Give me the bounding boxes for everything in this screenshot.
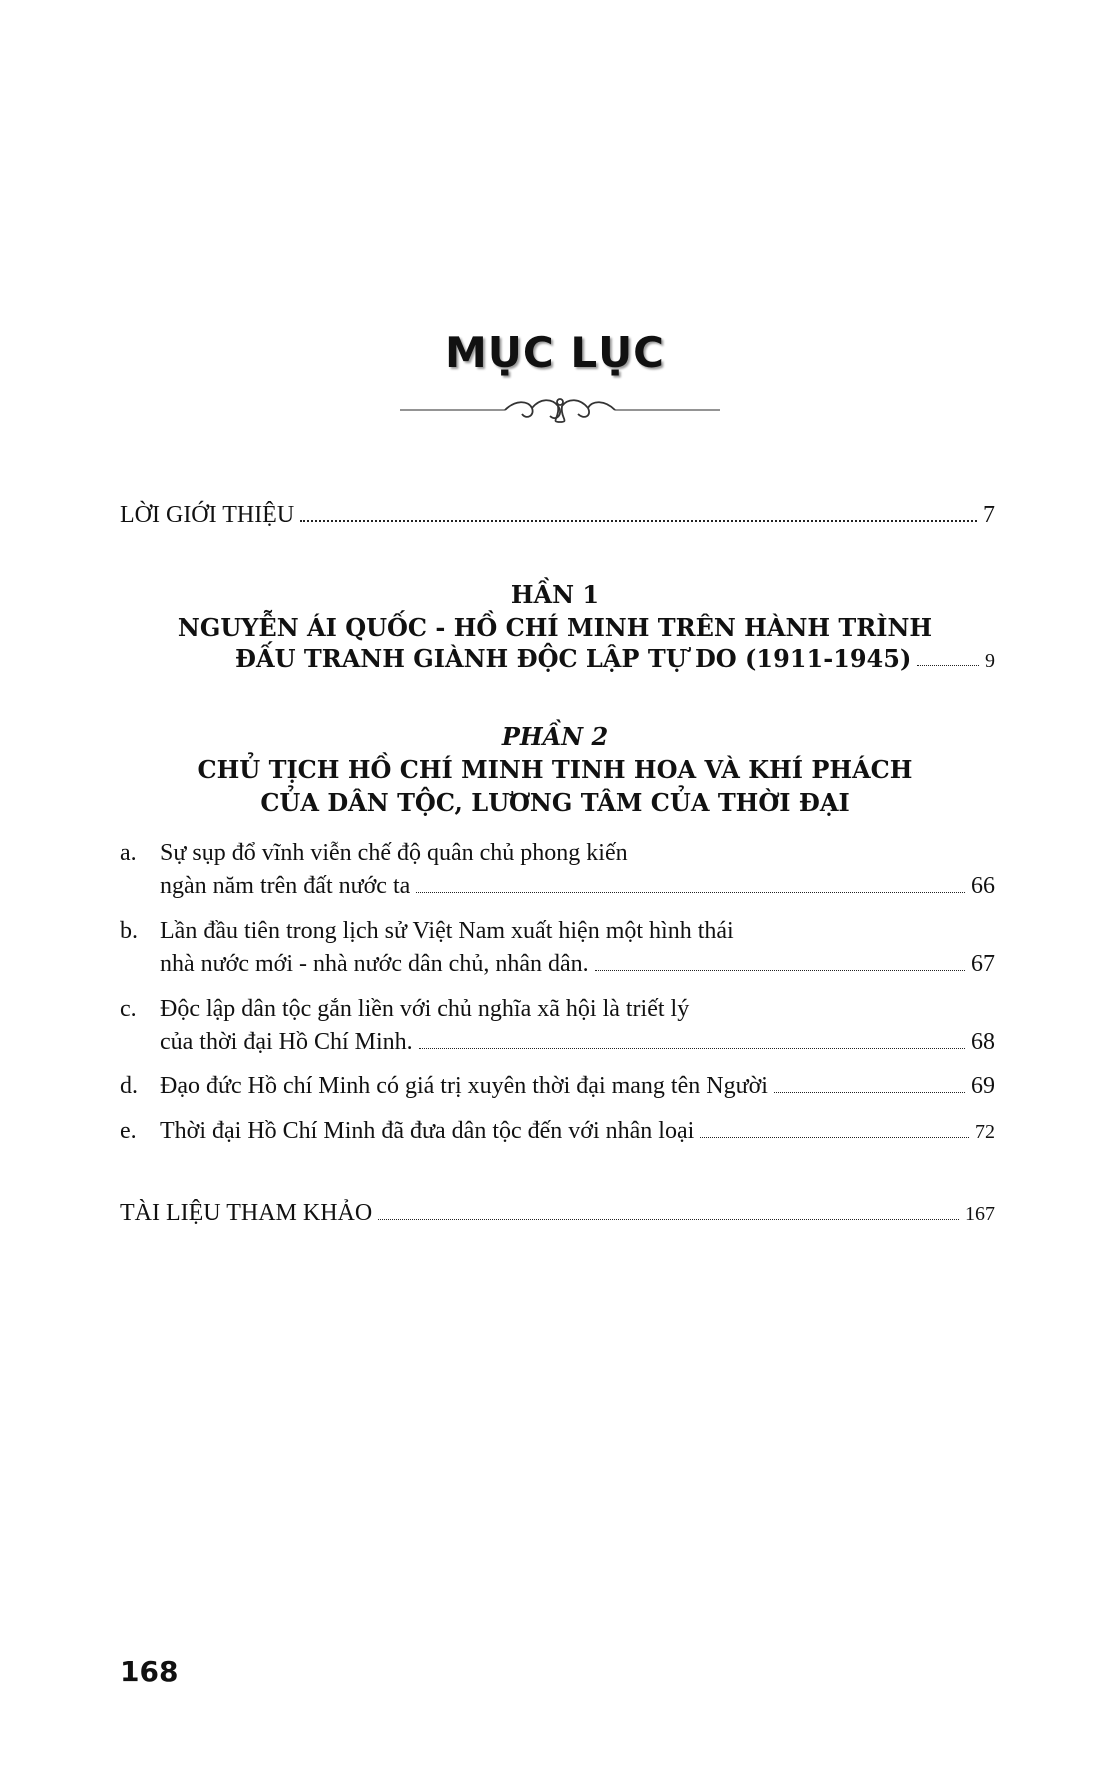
toc-entry-page: 69 [971,1073,995,1099]
dot-leader [700,1137,969,1138]
toc-entry-page: 7 [983,502,995,528]
toc-entry-item-c[interactable] [160,1029,995,1056]
part2-title-line2: CỦA DÂN TỘC, LƯƠNG TÂM CỦA THỜI ĐẠI [260,788,850,817]
item-text-line2: của thời đại Hồ Chí Minh. [160,1029,413,1055]
toc-entry-page: 66 [971,873,995,899]
toc-entry-page: 67 [971,951,995,977]
ornament-divider-icon [400,392,720,428]
dot-leader [416,892,965,893]
item-letter: a. [120,840,137,866]
item-text-line1: Lần đầu tiên trong lịch sử Việt Nam xuất hiện một hình thái [160,918,734,944]
toc-entry-item-b[interactable] [160,951,995,978]
dot-leader [419,1048,965,1049]
part2-heading: PHẦN 2 [501,722,609,751]
dot-leader [917,665,979,666]
dot-leader [300,520,977,522]
part2-title-line1: CHỦ TỊCH HỒ CHÍ MINH TINH HOA VÀ KHÍ PHÁCH [197,755,913,784]
item-text-line2: nhà nước mới - nhà nước dân chủ, nhân dân. [160,951,589,977]
toc-entry-page: 9 [985,650,995,672]
page-number: 168 [120,1655,179,1688]
toc-entry-references[interactable] [120,1200,995,1227]
toc-entry-item-d[interactable] [160,1073,995,1100]
toc-entry-page: 68 [971,1029,995,1055]
toc-entry-item-a[interactable] [160,873,995,900]
toc-entry-intro[interactable] [120,502,995,529]
item-letter: c. [120,996,137,1022]
item-letter: d. [120,1073,138,1099]
item-text-line1: Đạo đức Hồ chí Minh có giá trị xuyên thời đại mang tên Người [160,1073,768,1099]
item-letter: e. [120,1118,137,1144]
toc-entry-item-e[interactable] [160,1118,995,1145]
dot-leader [378,1219,959,1220]
toc-entry-label: LỜI GIỚI THIỆU [120,502,295,528]
toc-entry-page: 72 [975,1121,995,1143]
page-title: MỤC LỤC [444,328,666,377]
item-text-line2: ngàn năm trên đất nước ta [160,873,411,899]
part1-title-line1: NGUYỄN ÁI QUỐC - HỒ CHÍ MINH TRÊN HÀNH TRÌNH [177,613,933,642]
part1-title-line2: ĐẤU TRANH GIÀNH ĐỘC LẬP TỰ DO (1911-1945) [235,644,912,673]
toc-entry-part1[interactable] [235,644,995,673]
toc-entry-page: 167 [965,1203,995,1225]
toc-entry-label: TÀI LIỆU THAM KHẢO [120,1200,373,1226]
item-text-line1: Độc lập dân tộc gắn liền với chủ nghĩa xã hội là triết lý [160,996,690,1022]
part1-heading: HẦN 1 [510,580,600,609]
dot-leader [774,1092,965,1093]
item-text-line1: Thời đại Hồ Chí Minh đã đưa dân tộc đến với nhân loại [160,1118,695,1144]
item-text-line1: Sự sụp đổ vĩnh viễn chế độ quân chủ phong kiến [160,840,628,866]
dot-leader [595,970,965,971]
item-letter: b. [120,918,138,944]
